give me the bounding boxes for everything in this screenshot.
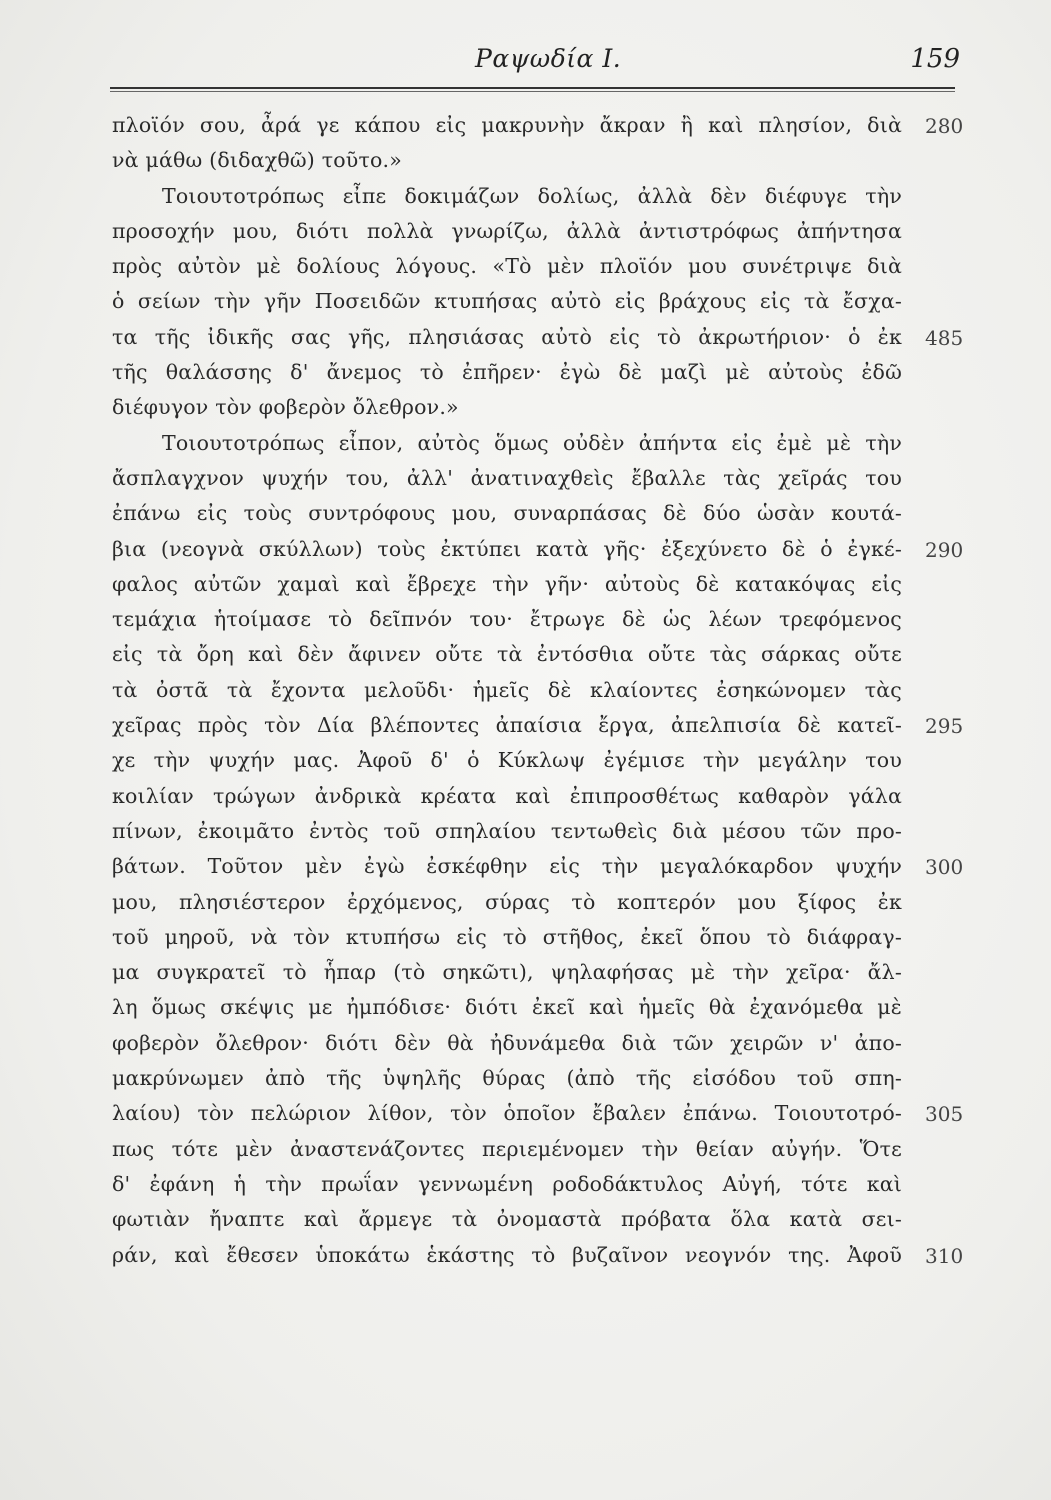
- text-line: χεῖρας πρὸς τὸν Δία βλέποντες ἀπαίσια ἔργα, ἀπελπισία δὲ κατεῖ-: [112, 713, 902, 738]
- text-line: πως τότε μὲν ἀναστενάζοντες περιεμένομεν τὴν θείαν αὐγήν. Ὅτε: [112, 1136, 902, 1161]
- text-line: μακρύνωμεν ἀπὸ τῆς ὑψηλῆς θύρας (ἀπὸ τῆς εἰσόδου τοῦ σπη-: [112, 1066, 902, 1091]
- text-line: τα τῆς ἰδικῆς σας γῆς, πλησιάσας αὐτὸ εἰς τὸ ἀκρωτήριον· ὁ ἐκ: [112, 324, 902, 349]
- text-line: τοῦ μηροῦ, νὰ τὸν κτυπήσω εἰς τὸ στῆθος, ἐκεῖ ὅπου τὸ διάφραγ-: [112, 924, 902, 949]
- header-rule-thin: [110, 91, 955, 92]
- text-line: μου, πλησιέστερον ἐρχόμενος, σύρας τὸ κοπτερόν μου ξίφος ἐκ: [112, 889, 902, 914]
- text-line: πλοϊόν σου, ἆρά γε κάπου εἰς μακρυνὴν ἄκραν ἢ καὶ πλησίον, διὰ: [112, 113, 902, 137]
- text-line: λαίου) τὸν πελώριον λίθον, τὸν ὁποῖον ἔβαλεν ἐπάνω. Τοιουτοτρό-: [112, 1101, 902, 1126]
- text-line: βια (νεογνὰ σκύλλων) τοὺς ἐκτύπει κατὰ γῆς· ἐξεχύνετο δὲ ὁ ἐγκέ-: [112, 536, 902, 561]
- body-text: [112, 108, 902, 1273]
- text-line: νὰ μάθω (διδαχθῶ) τοῦτο.»: [112, 148, 403, 173]
- text-line: χε τὴν ψυχήν μας. Ἀφοῦ δ' ὁ Κύκλωψ ἐγέμισε τὴν μεγάλην του: [112, 748, 902, 773]
- text-line: πίνων, ἐκοιμᾶτο ἐντὸς τοῦ σπηλαίου τεντωθεὶς διὰ μέσου τῶν προ-: [112, 818, 902, 843]
- text-line: ὁ σείων τὴν γῆν Ποσειδῶν κτυπήσας αὐτὸ εἰς βράχους εἰς τὰ ἔσχα-: [112, 289, 902, 314]
- verse-number: 295: [925, 714, 964, 739]
- text-line: κοιλίαν τρώγων ἀνδρικὰ κρέατα καὶ ἐπιπροσθέτως καθαρὸν γάλα: [112, 783, 902, 808]
- text-line: Τοιουτοτρόπως εἶπον, αὐτὸς ὅμως οὐδὲν ἀπήντα εἰς ἐμὲ μὲ τὴν: [162, 430, 902, 455]
- text-line: εἰς τὰ ὄρη καὶ δὲν ἄφινεν οὔτε τὰ ἐντόσθια οὔτε τὰς σάρκας οὔτε: [112, 642, 902, 667]
- text-line: προσοχήν μου, διότι πολλὰ γνωρίζω, ἀλλὰ ἀντιστρόφως ἀπήντησα: [112, 218, 902, 243]
- text-line: φοβερὸν ὄλεθρον· διότι δὲν θὰ ἠδυνάμεθα διὰ τῶν χειρῶν ν' ἀπο-: [112, 1030, 902, 1055]
- verse-number: 310: [925, 1243, 964, 1268]
- text-line: Τοιουτοτρόπως εἶπε δοκιμάζων δολίως, ἀλλὰ δὲν διέφυγε τὴν: [162, 183, 902, 208]
- verse-number: 305: [925, 1102, 964, 1127]
- verse-number: 300: [925, 855, 964, 880]
- text-line: πρὸς αὐτὸν μὲ δολίους λόγους. «Τὸ μὲν πλοϊόν μου συνέτριψε διὰ: [112, 254, 902, 279]
- text-line: τῆς θαλάσσης δ' ἄνεμος τὸ ἐπῆρεν· ἐγὼ δὲ μαζὶ μὲ αὐτοὺς ἐδῶ: [112, 360, 902, 385]
- page-number: 159: [910, 44, 960, 74]
- verse-number: 485: [925, 325, 964, 350]
- running-title: Ραψωδία Ι.: [475, 44, 622, 73]
- text-line: λη ὅμως σκέψις με ἠμπόδισε· διότι ἐκεῖ καὶ ἡμεῖς θὰ ἐχανόμεθα μὲ: [112, 995, 902, 1020]
- text-line: διέφυγον τὸν φοβερὸν ὄλεθρον.»: [112, 395, 459, 420]
- text-line: ἐπάνω εἰς τοὺς συντρόφους μου, συναρπάσας δὲ δύο ὡσὰν κουτά-: [112, 501, 902, 526]
- page-header: [110, 44, 960, 84]
- text-line: φωτιὰν ἤναπτε καὶ ἄρμεγε τὰ ὀνομαστὰ πρόβατα ὅλα κατὰ σει-: [112, 1207, 902, 1232]
- text-line: τὰ ὀστᾶ τὰ ἔχοντα μελοῦδι· ἡμεῖς δὲ κλαίοντες ἐσηκώνομεν τὰς: [112, 677, 902, 702]
- text-line: τεμάχια ἡτοίμασε τὸ δεῖπνόν του· ἔτρωγε δὲ ὡς λέων τρεφόμενος: [112, 607, 902, 632]
- text-line: δ' ἐφάνη ἡ τὴν πρωΐαν γεννωμένη ροδοδάκτυλος Αὐγή, τότε καὶ: [112, 1171, 902, 1196]
- text-line: μα συγκρατεῖ τὸ ἧπαρ (τὸ σηκῶτι), ψηλαφήσας μὲ τὴν χεῖρα· ἄλ-: [112, 960, 902, 985]
- verse-number: 290: [925, 537, 964, 562]
- header-rule: [110, 87, 955, 89]
- text-line: φαλος αὐτῶν χαμαὶ καὶ ἔβρεχε τὴν γῆν· αὐτοὺς δὲ κατακόψας εἰς: [112, 571, 902, 596]
- text-line: ἄσπλαγχνον ψυχήν του, ἀλλ' ἀνατιναχθεὶς ἔβαλλε τὰς χεῖράς του: [112, 465, 902, 490]
- text-line: ράν, καὶ ἔθεσεν ὑποκάτω ἑκάστης τὸ βυζαῖνον νεογνόν της. Ἀφοῦ: [112, 1242, 902, 1267]
- verse-number: 280: [925, 114, 964, 138]
- text-line: βάτων. Τοῦτον μὲν ἐγὼ ἐσκέφθην εἰς τὴν μεγαλόκαρδον ψυχήν: [112, 854, 902, 879]
